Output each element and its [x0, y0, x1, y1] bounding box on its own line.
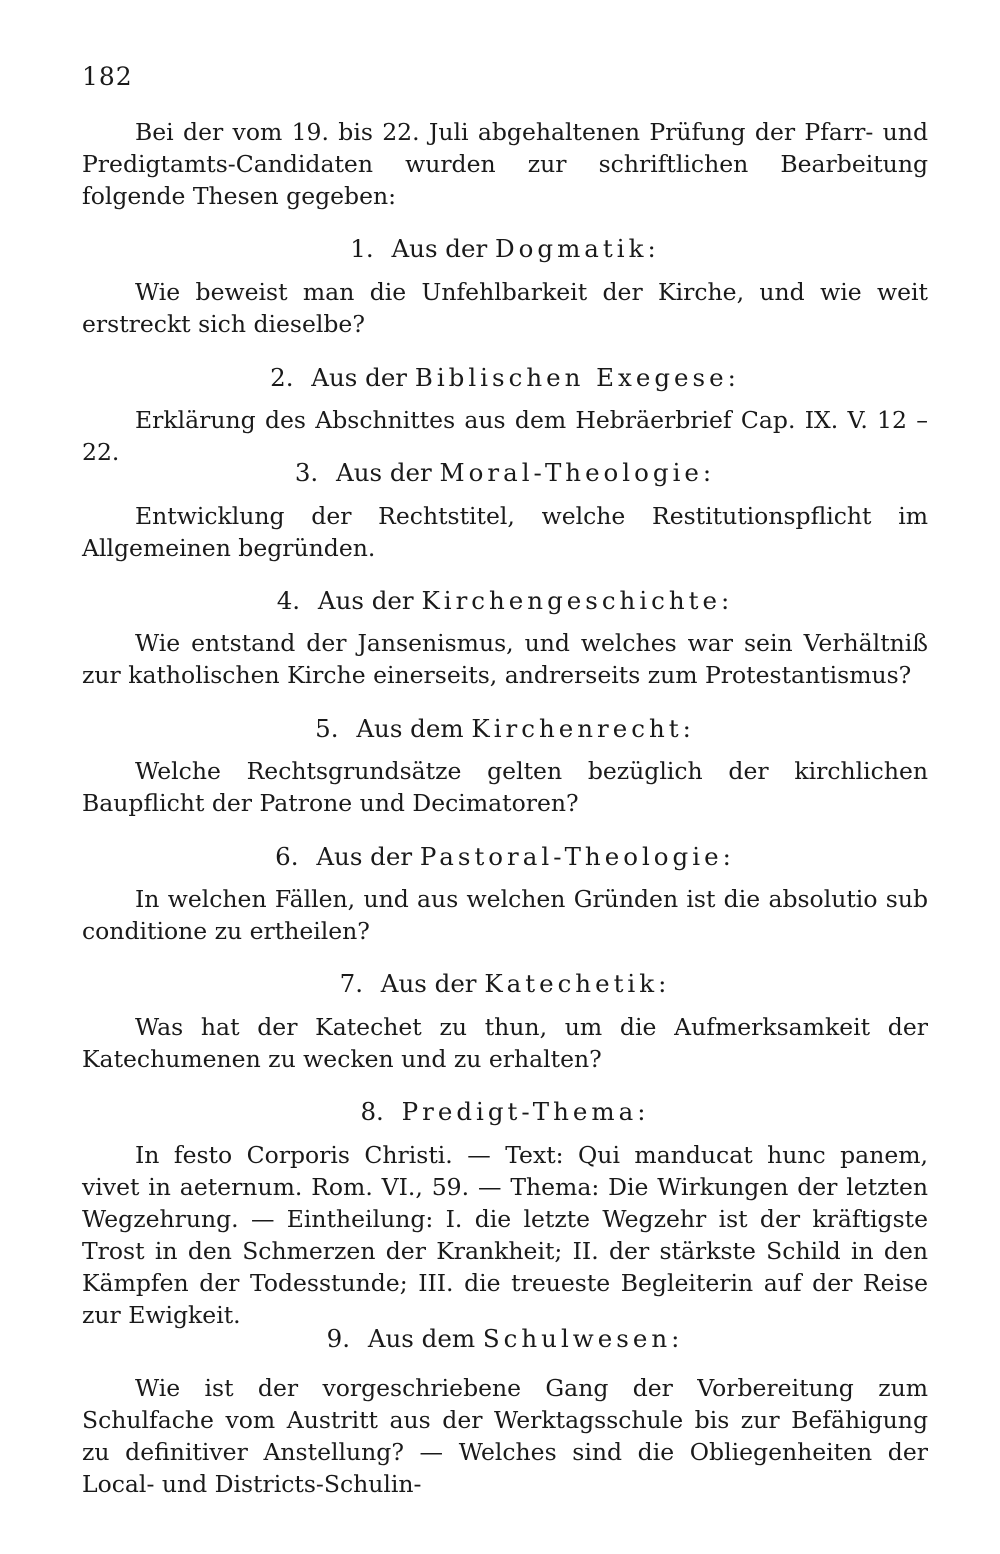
section-subject: Moral-Theologie:: [439, 458, 716, 487]
section-text-9: Wie ist der vorgeschriebene Gang der Vorbereitung zum Schulfache vom Austritt aus der Werktagsschule bis zur Befähigung zu definitiver Anstellung? — Welches sind die Obliegenheiten der Local- und Districts-Schulin-: [82, 1374, 928, 1498]
intro-paragraph: Bei der vom 19. bis 22. Juli abgehaltenen Prüfung der Pfarr- und Predigtamts-Candidaten wurden zur schriftlichen Bearbeitung folgende Thesen gegeben:: [82, 118, 928, 210]
section-number: 6.: [275, 842, 299, 871]
section-subject: Schulwesen:: [482, 1324, 684, 1353]
section-text-8: In festo Corporis Christi. — Text: Qui manducat hunc panem, vivet in aeternum. Rom. VI., 59. — Thema: Die Wirkungen der letzten Wegzehrung. — Eintheilung: I. die letzte Wegzehr ist der kräftigste Trost in den Schmerzen der Krankheit; II. der stärkste Schild in den Kämpfen der Todesstunde; III. die treueste Begleiterin auf der Reise zur Ewigkeit.: [82, 1141, 928, 1329]
section-prefix: Aus der: [316, 842, 413, 871]
section-number: 3.: [294, 458, 319, 487]
section-prefix: Aus dem: [367, 1324, 476, 1353]
section-subject: Kirchengeschichte:: [421, 586, 734, 615]
section-text-4: Wie entstand der Jansenismus, und welches war sein Verhältniß zur katholischen Kirche einerseits, andrerseits zum Protestantismus?: [82, 629, 928, 689]
section-text-5: Welche Rechtsgrundsätze gelten bezüglich der kirchlichen Baupflicht der Patrone und Decimatoren?: [82, 757, 928, 817]
section-subject: Biblischen Exegese:: [414, 363, 740, 392]
section-text-7: Was hat der Katechet zu thun, um die Aufmerksamkeit der Katechumenen zu wecken und zu erhalten?: [82, 1013, 928, 1073]
section-number: 9.: [326, 1324, 351, 1353]
section-heading-4: [82, 584, 928, 618]
section-prefix: Aus der: [311, 363, 408, 392]
section-number: 2.: [270, 363, 294, 392]
page-number: 182: [82, 62, 133, 91]
section-number: 8.: [360, 1097, 384, 1126]
section-subject: Dogmatik:: [495, 234, 660, 263]
section-heading-7: [82, 967, 928, 1001]
section-subject: Predigt-Thema:: [401, 1097, 650, 1126]
section-heading-9: [82, 1322, 928, 1356]
section-prefix: Aus der: [380, 969, 477, 998]
section-heading-1: [82, 232, 928, 266]
section-heading-2: [82, 361, 928, 395]
section-prefix: Aus der: [336, 458, 432, 487]
section-number: 1.: [350, 234, 374, 263]
section-prefix: Aus dem: [356, 714, 464, 743]
section-text-1: Wie beweist man die Unfehlbarkeit der Kirche, und wie weit erstreckt sich dieselbe?: [82, 278, 928, 338]
section-heading-6: [82, 840, 928, 874]
section-text-6: In welchen Fällen, und aus welchen Gründen ist die absolutio sub conditione zu ertheilen?: [82, 885, 928, 945]
section-subject: Katechetik:: [484, 969, 671, 998]
section-subject: Kirchenrecht:: [471, 714, 695, 743]
section-text-3: Entwicklung der Rechtstitel, welche Restitutionspflicht im Allgemeinen begründen.: [82, 502, 928, 562]
section-prefix: Aus der: [391, 234, 488, 263]
section-heading-3: [82, 456, 928, 490]
section-subject: Pastoral-Theologie:: [419, 842, 735, 871]
section-prefix: Aus der: [317, 586, 414, 615]
section-heading-5: [82, 712, 928, 746]
section-heading-8: [82, 1095, 928, 1129]
section-number: 4.: [276, 586, 301, 615]
section-text-2: Erklärung des Abschnittes aus dem Hebräerbrief Cap. IX. V. 12 – 22.: [82, 406, 928, 466]
section-number: 5.: [315, 714, 339, 743]
section-number: 7.: [339, 969, 363, 998]
